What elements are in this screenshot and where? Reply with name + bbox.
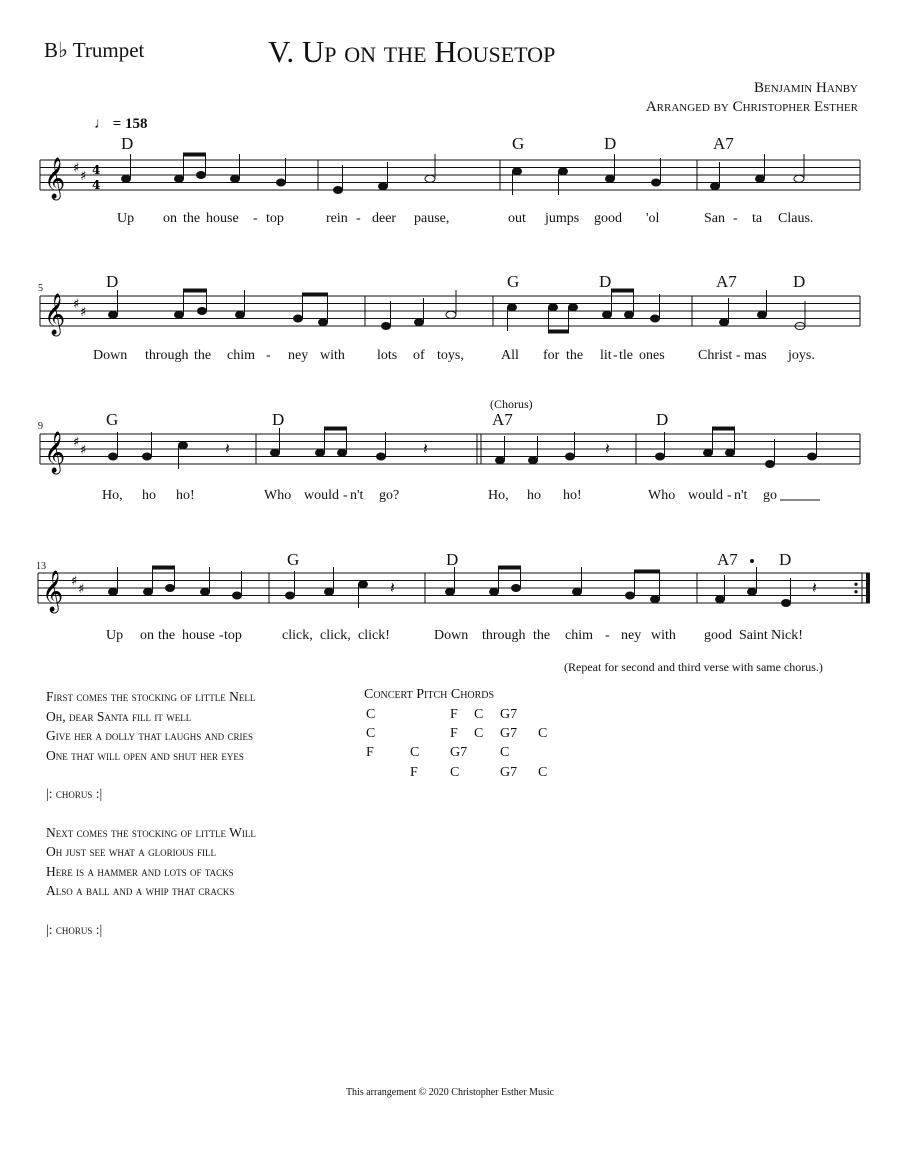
lyric-syllable: the [183, 211, 201, 226]
sharp-icon: ♯ [71, 574, 78, 589]
verse-line: Give her a dolly that laughs and cries [46, 728, 253, 743]
tempo-value: = 158 [112, 116, 148, 132]
lyric-syllable: ho [527, 488, 541, 503]
instrument-name: B♭ Trumpet [44, 38, 145, 62]
time-signature: 4 [92, 178, 101, 192]
lyric-hyphen: - [266, 348, 271, 363]
concert-chord: F [366, 745, 374, 760]
sharp-icon: ♯ [73, 297, 80, 312]
quarter-note-icon: ♩ [94, 116, 109, 132]
chord-symbol: G [507, 272, 520, 291]
lyric-syllable: top [224, 628, 242, 643]
concert-chord: F [450, 707, 458, 722]
concert-chord: C [538, 726, 548, 741]
quarter-rest-icon: 𝄽 [225, 439, 230, 458]
chord-symbol: D [779, 550, 792, 569]
lyric-syllable: Down [93, 348, 128, 363]
lyric-hyphen: - [253, 211, 258, 226]
lyric-syllable: n't [350, 488, 364, 503]
measure-number: 5 [38, 283, 43, 294]
lyric-hyphen: - [343, 488, 348, 503]
concert-chord: C [474, 726, 484, 741]
treble-clef-icon: 𝄞 [44, 158, 66, 199]
concert-chord: F [410, 765, 418, 780]
verse-line: Oh just see what a glorious fill [46, 844, 216, 859]
piece-title: V. Up on the Housetop [268, 34, 556, 69]
lyric-syllable: click! [358, 628, 390, 643]
lyric-syllable: Claus. [778, 211, 814, 226]
chord-symbol: G [512, 134, 525, 153]
concert-chord: C [410, 745, 420, 760]
lyric-syllable: ho! [563, 488, 582, 503]
lyric-syllable: click, [282, 628, 313, 643]
staff-system-1 [0, 150, 900, 220]
lyric-syllable: would [688, 488, 723, 503]
lyric-syllable: good [594, 211, 622, 226]
lyric-syllable: click, [320, 628, 351, 643]
chorus-repeat-marker: |: chorus :| [46, 786, 103, 801]
arranger-credit: Arranged by Christopher Esther [645, 99, 858, 115]
lyric-syllable: through [482, 628, 526, 643]
chord-symbol: A7 [717, 550, 738, 569]
lyric-syllable: top [266, 211, 284, 226]
lyric-syllable: would [304, 488, 339, 503]
lyric-syllable: chim [227, 348, 255, 363]
treble-clef-icon: 𝄞 [44, 432, 66, 473]
tempo-marking [94, 116, 148, 133]
lyric-syllable: on [163, 211, 177, 226]
chorus-marker: (Chorus) [490, 397, 533, 411]
chord-symbol: D [272, 410, 285, 429]
lyric-syllable: with [651, 628, 676, 643]
chord-symbol: D [656, 410, 669, 429]
chord-symbol: D [446, 550, 459, 569]
lyric-syllable: pause, [414, 211, 450, 226]
chord-symbol: D [599, 272, 612, 291]
concert-pitch-title: Concert Pitch Chords [364, 687, 495, 702]
time-signature: 4 [92, 163, 101, 177]
verse-line: Also a ball and a whip that cracks [46, 883, 235, 898]
staff-system-2 [0, 286, 900, 356]
quarter-rest-icon: 𝄽 [390, 578, 395, 597]
verse-line: Oh, dear Santa fill it well [46, 708, 192, 724]
chord-symbol: D [121, 134, 134, 153]
concert-chord: G7 [500, 707, 518, 722]
staff-system-4 [0, 563, 900, 633]
chorus-repeat-marker: |: chorus :| [46, 921, 103, 937]
lyric-syllable: the [533, 628, 551, 643]
lyric-syllable: tle [619, 348, 633, 363]
concert-chord: C [474, 707, 484, 722]
lyric-syllable: toys, [437, 348, 464, 363]
lyric-syllable: the [194, 348, 212, 363]
verse-line: First comes the stocking of little Nell [46, 689, 256, 704]
repeat-dot [854, 590, 857, 593]
lyric-syllable: lit [600, 348, 612, 363]
chord-symbol: G [106, 410, 119, 429]
quarter-rest-icon: 𝄽 [605, 439, 610, 458]
lyric-syllable: ones [639, 348, 665, 363]
copyright-footer: This arrangement © 2020 Christopher Esther Music [345, 1087, 555, 1098]
final-barline [866, 573, 870, 603]
concert-chord: G7 [500, 726, 518, 741]
verse-line: One that will open and shut her eyes [46, 747, 244, 763]
lyric-syllable: out [508, 211, 526, 226]
staff-system-3 [0, 424, 900, 494]
lyric-syllable: go [763, 488, 777, 503]
lyric-syllable: good [704, 628, 732, 643]
concert-chord: C [366, 707, 376, 722]
lyric-syllable: lots [377, 348, 398, 363]
sharp-icon: ♯ [73, 161, 80, 176]
lyric-syllable: of [413, 348, 425, 363]
lyric-syllable: on [140, 628, 154, 643]
lyric-syllable: for [543, 348, 560, 363]
lyric-hyphen: - [356, 211, 361, 226]
lyric-syllable: the [158, 628, 176, 643]
repeat-dot [854, 583, 857, 586]
concert-chord: C [538, 765, 548, 780]
lyric-syllable: the [566, 348, 584, 363]
treble-clef-icon: 𝄞 [42, 571, 64, 612]
lyric-syllable: through [145, 348, 189, 363]
lyric-syllable: Ho, [102, 488, 123, 503]
chord-symbol: D [106, 272, 119, 291]
lyric-syllable: ho! [176, 488, 195, 503]
quarter-rest-icon: 𝄽 [812, 578, 817, 597]
verse-line: Next comes the stocking of little Will [46, 824, 256, 840]
concert-chord: C [366, 726, 376, 741]
lyric-syllable: ney [621, 628, 642, 643]
lyric-hyphen: - [219, 628, 224, 643]
lyric-syllable: jumps [545, 211, 580, 226]
chord-symbol: G [287, 550, 300, 569]
sharp-icon: ♯ [80, 169, 87, 184]
lyric-syllable: Up [106, 628, 124, 643]
lyric-hyphen: - [613, 348, 618, 363]
chord-symbol: A7 [492, 410, 513, 429]
lyric-syllable: with [320, 348, 345, 363]
lyric-syllable: 'ol [646, 211, 660, 226]
lyric-syllable: ta [752, 211, 763, 226]
treble-clef-icon: 𝄞 [44, 294, 66, 335]
measure-number: 13 [36, 561, 46, 572]
quarter-rest-icon: 𝄽 [423, 439, 428, 458]
measure-number: 9 [38, 421, 43, 432]
verse-text [46, 687, 256, 939]
chord-symbol: D [604, 134, 617, 153]
lyric-syllable: ney [288, 348, 309, 363]
verse-line: Here is a hammer and lots of tacks [46, 863, 234, 879]
sharp-icon: ♯ [80, 305, 87, 320]
concert-chord: F [450, 726, 458, 741]
lyric-syllable: Nick! [771, 628, 803, 643]
concert-chord: C [500, 745, 510, 760]
concert-chord: C [450, 765, 460, 780]
lyric-syllable: Christ [698, 348, 733, 363]
lyric-hyphen: - [733, 211, 738, 226]
lyric-syllable: All [501, 348, 519, 363]
lyric-syllable: San [704, 211, 725, 226]
lyric-hyphen: - [727, 488, 732, 503]
lyric-syllable: joys. [788, 348, 815, 363]
sharp-icon: ♯ [80, 443, 87, 458]
lyric-syllable: Who [648, 488, 676, 503]
concert-chord: G7 [500, 765, 518, 780]
repeat-instruction: (Repeat for second and third verse with same chorus.) [564, 660, 823, 674]
sharp-icon: ♯ [73, 435, 80, 450]
lyric-syllable: go? [379, 488, 400, 503]
lyric-syllable: chim [565, 628, 593, 643]
lyric-hyphen: - [605, 628, 610, 643]
composer-credit: Benjamin Hanby [753, 80, 858, 96]
lyric-syllable: house [182, 628, 215, 643]
lyric-syllable: Down [434, 628, 469, 643]
lyric-syllable: Who [264, 488, 292, 503]
chord-symbol: A7 [716, 272, 737, 291]
chord-symbol: D [793, 272, 806, 291]
lyric-syllable: n't [734, 488, 748, 503]
sharp-icon: ♯ [78, 582, 85, 597]
chord-symbol: A7 [713, 134, 734, 153]
lyric-syllable: deer [372, 211, 397, 226]
concert-chord: G7 [450, 745, 468, 760]
lyric-syllable: Ho, [488, 488, 509, 503]
lyric-syllable: mas [744, 348, 767, 363]
lyric-syllable: house [206, 211, 239, 226]
lyric-syllable: rein [326, 211, 348, 226]
lyric-hyphen: - [736, 348, 741, 363]
lyric-syllable: Up [117, 211, 135, 226]
lyric-syllable: ho [142, 488, 156, 503]
lyric-syllable: Saint [739, 628, 768, 643]
